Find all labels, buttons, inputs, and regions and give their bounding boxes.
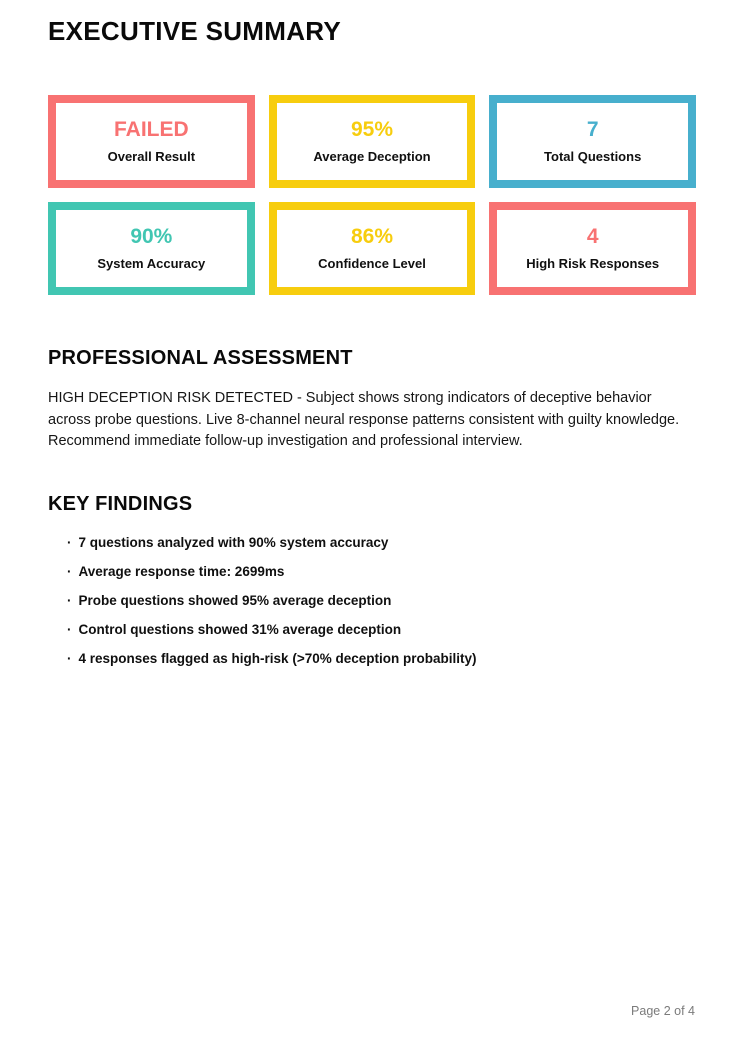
card-value: 7: [586, 118, 599, 141]
key-findings-list: [48, 535, 696, 667]
bullet-dot-icon: ·: [67, 563, 72, 579]
bullet-dot-icon: ·: [67, 621, 72, 637]
card-label: Confidence Level: [318, 256, 426, 271]
key-finding-text: Probe questions showed 95% average deception: [78, 592, 392, 608]
card-value: 4: [586, 225, 599, 248]
summary-card-average-deception: [269, 95, 476, 188]
bullet-dot-icon: ·: [67, 534, 72, 550]
summary-card-overall-result: [48, 95, 255, 188]
card-value: 95%: [350, 118, 393, 141]
card-value: 86%: [350, 225, 393, 248]
card-value: 90%: [130, 225, 173, 248]
bullet-dot-icon: ·: [67, 592, 72, 608]
list-item: [48, 564, 696, 580]
key-finding-text: 4 responses flagged as high-risk (>70% deception probability): [78, 650, 477, 666]
card-label: Overall Result: [107, 149, 196, 164]
key-finding-text: Average response time: 2699ms: [78, 563, 285, 579]
card-label: High Risk Responses: [526, 256, 660, 271]
summary-card-high-risk-responses: [489, 202, 696, 295]
list-item: [48, 651, 696, 667]
summary-card-grid: [48, 95, 696, 295]
key-findings-heading: KEY FINDINGS: [48, 492, 193, 515]
key-finding-text: 7 questions analyzed with 90% system accuracy: [78, 534, 389, 550]
summary-card-total-questions: [489, 95, 696, 188]
professional-assessment-heading: PROFESSIONAL ASSESSMENT: [48, 347, 353, 369]
card-label: System Accuracy: [97, 256, 206, 271]
professional-assessment-body: HIGH DECEPTION RISK DETECTED - Subject shows strong indicators of deceptive behavior across probe questions. Live 8-channel neural response patterns consistent with guilty knowledge. Recommend immediate follow-up investigation and professional interview.: [48, 390, 680, 449]
bullet-dot-icon: ·: [67, 650, 72, 666]
card-value: FAILED: [113, 118, 189, 141]
list-item: [48, 535, 696, 551]
card-label: Average Deception: [313, 149, 431, 164]
list-item: [48, 622, 696, 638]
page-title: EXECUTIVE SUMMARY: [48, 16, 342, 46]
key-finding-text: Control questions showed 31% average deception: [78, 621, 402, 637]
list-item: [48, 593, 696, 609]
card-label: Total Questions: [544, 149, 642, 164]
summary-card-confidence-level: [269, 202, 476, 295]
summary-card-system-accuracy: [48, 202, 255, 295]
page-number: Page 2 of 4: [631, 1004, 695, 1018]
